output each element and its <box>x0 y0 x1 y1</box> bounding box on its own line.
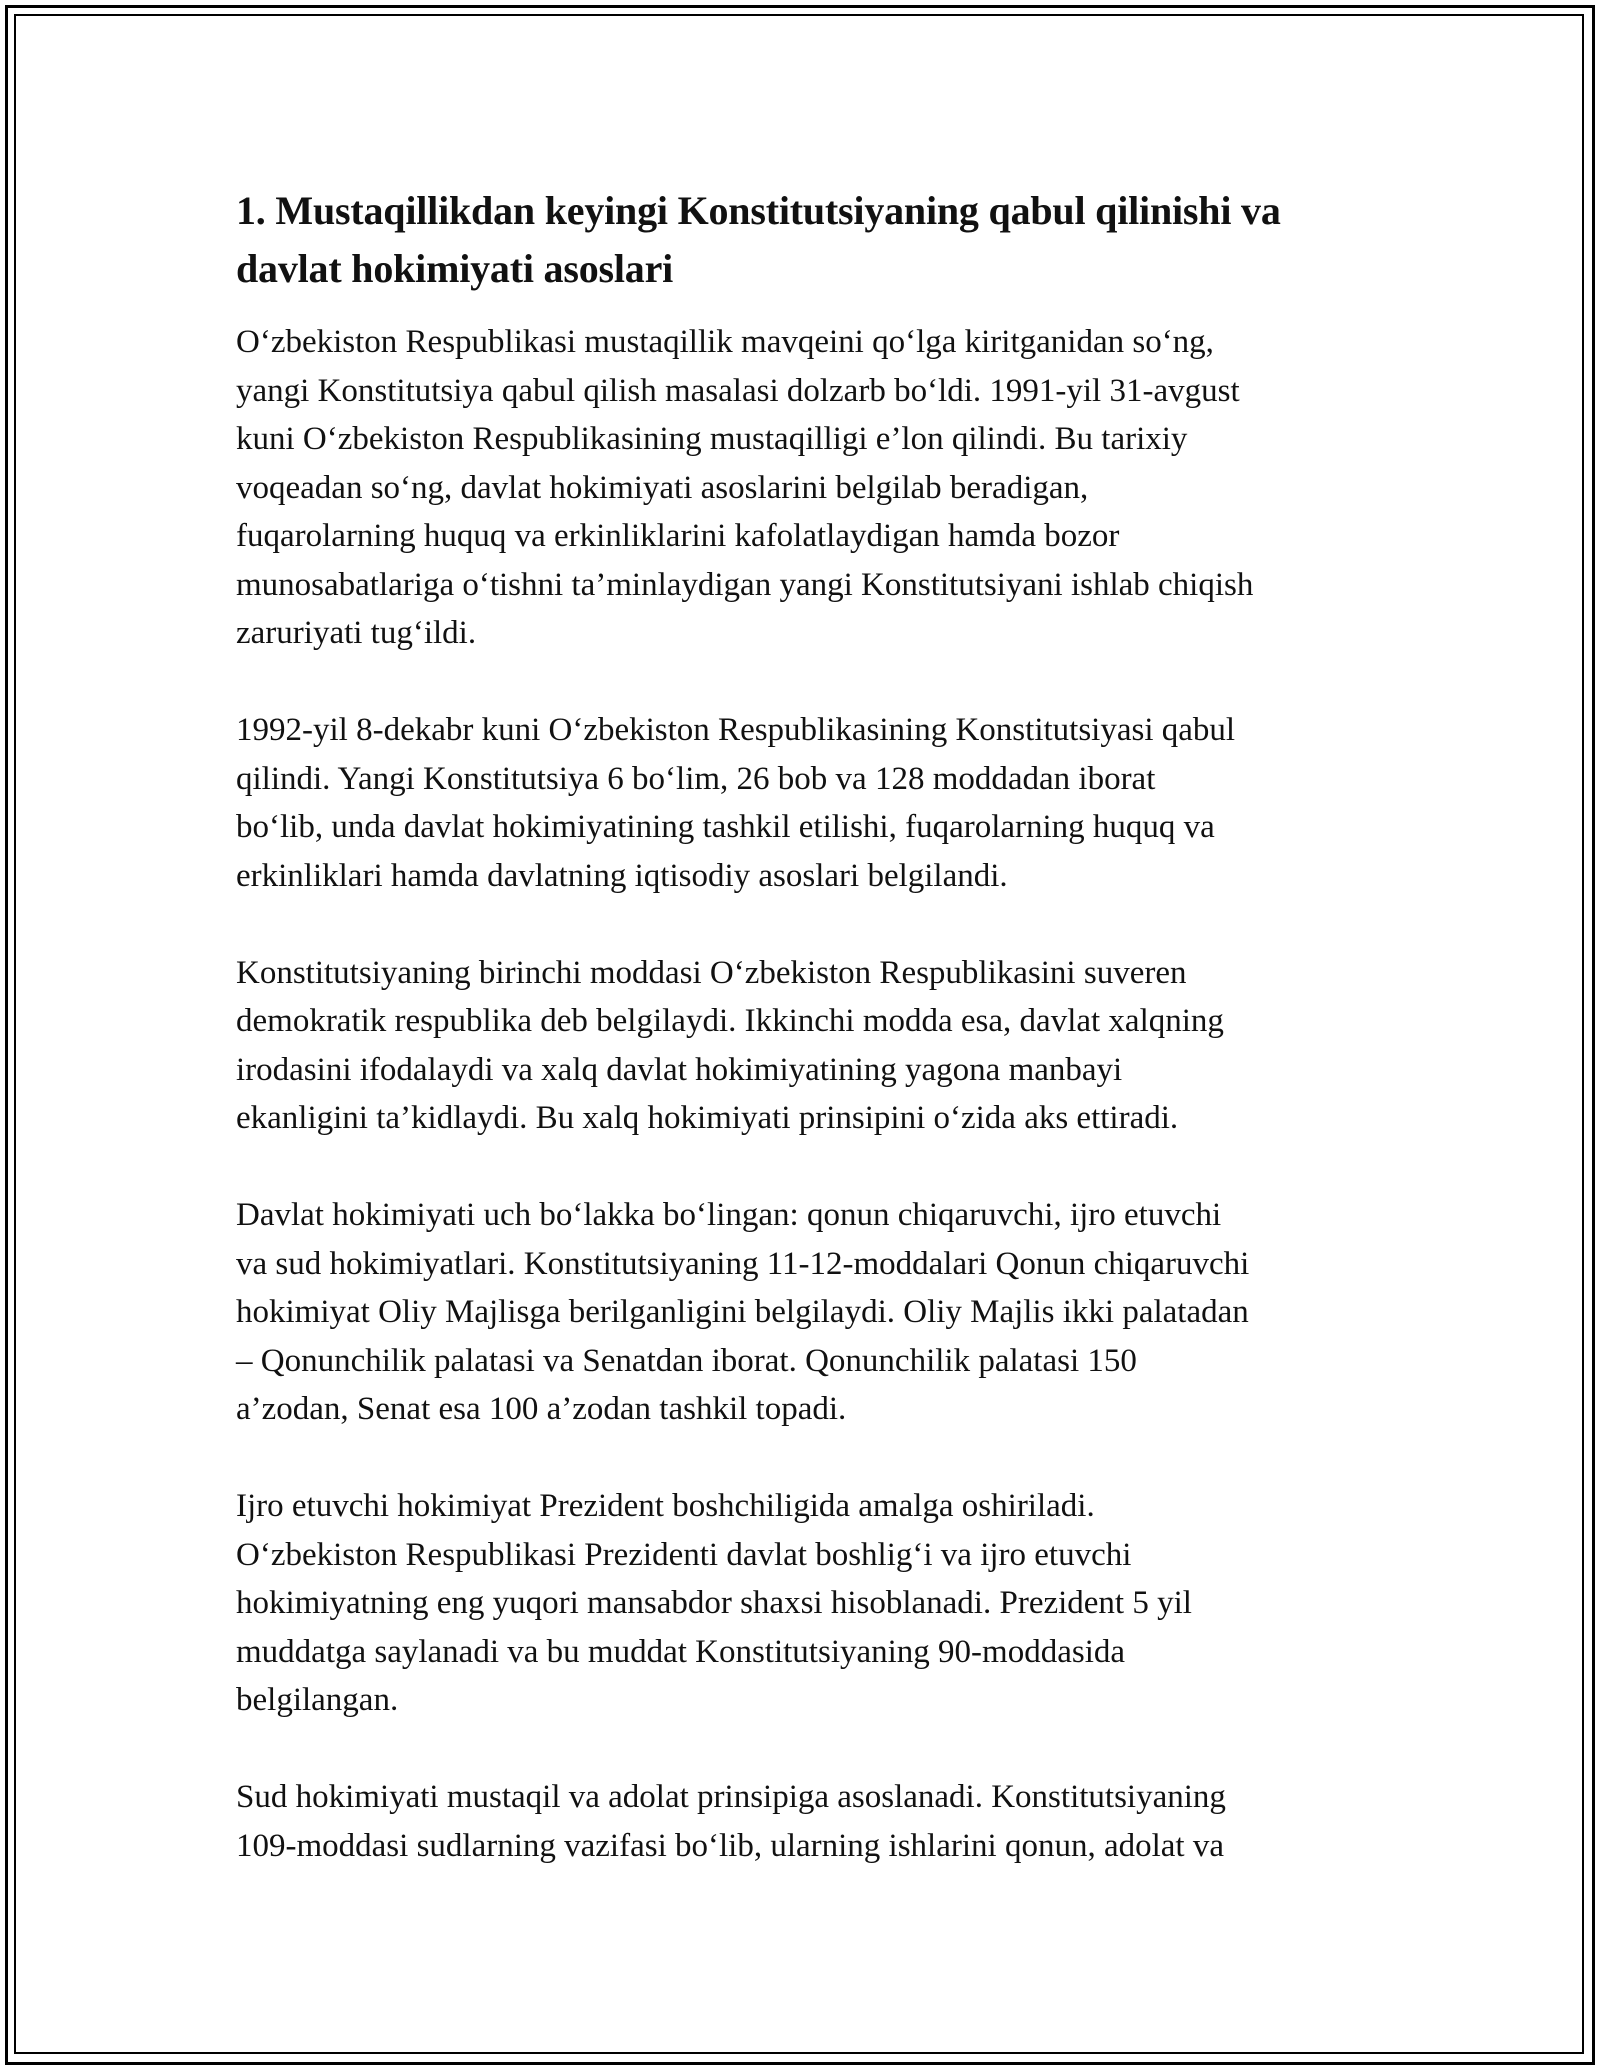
paragraph-executive-power: Ijro etuvchi hokimiyat Prezident boshchiligida amalga oshiriladi. O‘zbekiston Respublikasi Prezidenti davlat boshlig‘i va ijro etuvchi hokimiyatning eng yuqori mansabdor shaxsi hisoblanadi. Prezident 5 yil muddatga saylanadi va bu muddat Konstitutsiyaning 90-moddasida belgilangan. <box>236 1488 1192 1718</box>
section-heading: 1. Mustaqillikdan keyingi Konstitutsiyaning qabul qilinishi va davlat hokimiyati asoslari <box>236 188 1281 291</box>
paragraph-separation-of-powers: Davlat hokimiyati uch bo‘lakka bo‘lingan: qonun chiqaruvchi, ijro etuvchi va sud hokimiyatlari. Konstitutsiyaning 11-12-moddalari Qonun chiqaruvchi hokimiyat Oliy Majlisga berilganligini belgilaydi. Oliy Majlis ikki palatadan – Qonunchilik palatasi va Senatdan iborat. Qonunchilik palatasi 150 a’zodan, Senat esa 100 a’zodan tashkil topadi. <box>236 1197 1250 1427</box>
document-body <box>236 182 1376 1919</box>
paragraph-judicial-power: Sud hokimiyati mustaqil va adolat prinsipiga asoslanadi. Konstitutsiyaning 109-moddasi sudlarning vazifasi bo‘lib, ularning ishlarini qonun, adolat va <box>236 1779 1226 1864</box>
paragraph-first-article: Konstitutsiyaning birinchi moddasi O‘zbekiston Respublikasini suveren demokratik respublika deb belgilaydi. Ikkinchi modda esa, davlat xalqning irodasini ifodalaydi va xalq davlat hokimiyatining yagona manbayi ekanligini ta’kidlaydi. Bu xalq hokimiyati prinsipini o‘zida aks ettiradi. <box>236 954 1224 1136</box>
paragraph-constitution-adoption: 1992-yil 8-dekabr kuni O‘zbekiston Respublikasining Konstitutsiyasi qabul qilindi. Yangi Konstitutsiya 6 bo‘lim, 26 bob va 128 moddadan iborat bo‘lib, unda davlat hokimiyatining tashkil etilishi, fuqarolarning huquq va erkinliklari hamda davlatning iqtisodiy asoslari belgilandi. <box>236 712 1236 894</box>
paragraph-independence: O‘zbekiston Respublikasi mustaqillik mavqeini qo‘lga kiritganidan so‘ng, yangi Konstitutsiya qabul qilish masalasi dolzarb bo‘ldi. 1991-yil 31-avgust kuni O‘zbekiston Respublikasining mustaqilligi e’lon qilindi. Bu tarixiy voqeadan so‘ng, davlat hokimiyati asoslarini belgilab beradigan, fuqarolarning huquq va erkinliklarini kafolatlaydigan hamda bozor munosabatlariga o‘tishni ta’minlaydigan yangi Konstitutsiyani ishlab chiqish zaruriyati tug‘ildi. <box>236 324 1254 651</box>
